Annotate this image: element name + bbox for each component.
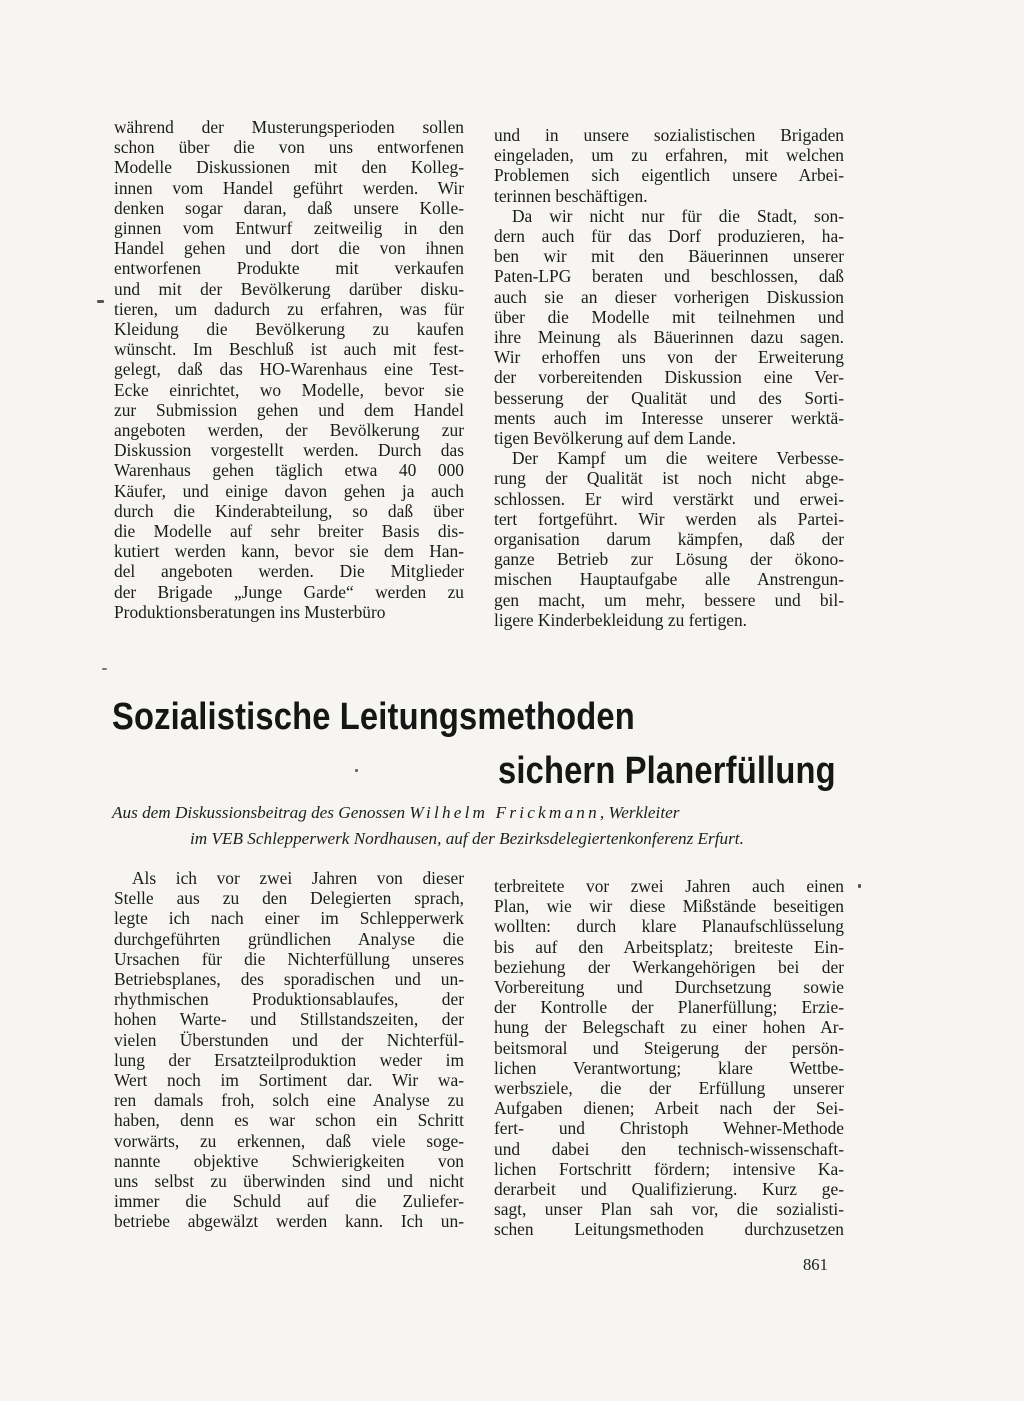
text-line: Kleidung die Bevölkerung zu kaufen bbox=[114, 319, 464, 340]
text-line: Produktionsberatungen ins Musterbüro bbox=[114, 601, 386, 622]
text-line: und dabei den technisch-wissenschaft- bbox=[494, 1138, 844, 1159]
text-line: rung der Qualität ist noch nicht abge- bbox=[494, 468, 844, 489]
bottom-right-text-column bbox=[494, 876, 844, 1240]
text-line: die Modelle auf sehr breiter Basis dis- bbox=[114, 521, 464, 542]
text-line: eingeladen, um zu erfahren, mit welchen bbox=[494, 145, 844, 166]
text-line: mischen Hauptaufgabe alle Anstrengun- bbox=[494, 569, 844, 590]
text-line: entworfenen Produkte mit verkaufen bbox=[114, 258, 464, 279]
text-line: Paten-LPG beraten und beschlossen, daß bbox=[494, 266, 844, 287]
text-line: Wert noch im Sortiment dar. Wir wa- bbox=[114, 1070, 464, 1091]
text-line: beziehung der Werkangehörigen bei der bbox=[494, 956, 844, 977]
text-line: durchgeführten gründlichen Analyse die bbox=[114, 928, 464, 949]
text-line: Plan, wie wir diese Mißstände beseitigen bbox=[494, 896, 844, 917]
text-line: Da wir nicht nur für die Stadt, son- bbox=[512, 205, 844, 226]
bottom-left-text-column bbox=[114, 868, 464, 1232]
text-line: zur Submission gehen und dem Handel bbox=[114, 399, 464, 420]
article-byline-line-2: im VEB Schlepperwerk Nordhausen, auf der Bezirksdelegiertenkonferenz Erfurt. bbox=[190, 829, 744, 848]
text-line: ren damals froh, solch eine Analyse zu bbox=[114, 1090, 464, 1111]
text-line: hohen Warte- und Stillstandszeiten, der bbox=[114, 1009, 464, 1030]
top-left-text-column bbox=[114, 117, 464, 622]
text-line: tieren, um dadurch zu erfahren, was für bbox=[114, 298, 464, 319]
text-line: gen macht, um mehr, bessere und bil- bbox=[494, 589, 844, 610]
text-line: bis auf den Arbeitsplatz; breiteste Ein- bbox=[494, 936, 844, 957]
text-line: und in unsere sozialistischen Brigaden bbox=[494, 125, 844, 145]
text-line: ments auch im Interesse unserer werktä- bbox=[494, 407, 844, 428]
top-right-text-column bbox=[494, 125, 844, 630]
text-line: ben wir mit den Bäuerinnen unserer bbox=[494, 246, 844, 267]
text-line: angeboten werden, der Bevölkerung zur bbox=[114, 420, 464, 441]
text-line: Vorbereitung und Durchsetzung sowie bbox=[494, 977, 844, 998]
text-line: fert- und Christoph Wehner-Methode bbox=[494, 1118, 844, 1139]
text-line: Der Kampf um die weitere Verbesse- bbox=[512, 448, 844, 469]
text-line: gelegt, daß das HO-Warenhaus eine Test- bbox=[114, 359, 464, 380]
text-line: derarbeit und Qualifizierung. Kurz ge- bbox=[494, 1179, 844, 1200]
text-line: ihre Meinung als Bäuerinnen dazu sagen. bbox=[494, 327, 844, 348]
text-line: vielen Überstunden und der Nichterfül- bbox=[114, 1029, 464, 1050]
text-line: während der Musterungsperioden sollen bbox=[114, 117, 464, 137]
text-line: hung der Belegschaft zu einer hohen Ar- bbox=[494, 1017, 844, 1038]
text-line: Warenhaus gehen täglich etwa 40 000 bbox=[114, 460, 464, 481]
text-line: Stelle aus zu den Delegierten sprach, bbox=[114, 888, 464, 909]
text-line: der vorbereitenden Diskussion eine Ver- bbox=[494, 367, 844, 388]
text-line: Handel gehen und dort die von ihnen bbox=[114, 238, 464, 259]
text-line: der Brigade „Junge Garde“ werden zu bbox=[114, 581, 464, 602]
text-line: lichen Fortschritt fördern; intensive Ka- bbox=[494, 1158, 844, 1179]
article-byline-line-1 bbox=[112, 802, 679, 824]
text-line: Als ich vor zwei Jahren von dieser bbox=[132, 868, 464, 888]
byline-prefix: Aus dem Diskussionsbeitrag des Genossen bbox=[112, 803, 410, 822]
text-line: durch die Kinderabteilung, so daß über bbox=[114, 500, 464, 521]
text-line: betriebe abgewälzt werden kann. Ich un- bbox=[114, 1211, 464, 1232]
text-line: Modelle Diskussionen mit den Kolleg- bbox=[114, 157, 464, 178]
text-line: schon über die von uns entworfenen bbox=[114, 137, 464, 158]
text-line: Wir erhoffen uns von der Erweiterung bbox=[494, 347, 844, 368]
text-line: legte ich nach einer im Schlepperwerk bbox=[114, 908, 464, 929]
text-line: über die Modelle mit teilnehmen und bbox=[494, 306, 844, 327]
text-line: immer die Schuld auf die Zuliefer- bbox=[114, 1191, 464, 1212]
article-headline-line-1: Sozialistische Leitungsmethoden bbox=[112, 696, 635, 738]
text-line: und mit der Bevölkerung darüber disku- bbox=[114, 278, 464, 299]
text-line: Ursachen für die Nichterfüllung unseres bbox=[114, 948, 464, 969]
text-line: ligere Kinderbekleidung zu fertigen. bbox=[494, 609, 748, 630]
text-line: Problemen sich eigentlich unsere Arbei- bbox=[494, 165, 844, 186]
text-line: beitsmoral und Steigerung der persön- bbox=[494, 1037, 844, 1058]
text-line: uns selbst zu überwinden sind und nicht bbox=[114, 1171, 464, 1192]
text-line: organisation darum kämpfen, daß der bbox=[494, 529, 844, 550]
text-line: Aufgaben dienen; Arbeit nach der Sei- bbox=[494, 1098, 844, 1119]
text-line: tert fortgeführt. Wir werden als Partei- bbox=[494, 508, 844, 529]
text-line: terinnen beschäftigen. bbox=[494, 185, 648, 206]
byline-author: Wilhelm Frickmann bbox=[409, 803, 600, 822]
scan-speck bbox=[858, 884, 861, 888]
text-line: wünscht. Im Beschluß ist auch mit fest- bbox=[114, 339, 464, 360]
text-line: der Kontrolle der Planerfüllung; Erzie- bbox=[494, 997, 844, 1018]
text-line: lichen Verantwortung; klare Wettbe- bbox=[494, 1057, 844, 1078]
text-line: ganze Betrieb zur Lösung der ökono- bbox=[494, 549, 844, 570]
text-line: del angeboten werden. Die Mitglieder bbox=[114, 561, 464, 582]
text-line: Käufer, und einige davon gehen ja auch bbox=[114, 480, 464, 501]
text-line: tigen Bevölkerung auf dem Lande. bbox=[494, 428, 736, 449]
text-line: dern auch für das Dorf produzieren, ha- bbox=[494, 226, 844, 247]
text-line: Ecke einrichtet, wo Modelle, bevor sie bbox=[114, 379, 464, 400]
text-line: rhythmischen Produktionsablaufes, der bbox=[114, 989, 464, 1010]
text-line: terbreitete vor zwei Jahren auch einen bbox=[494, 876, 844, 896]
text-line: werbsziele, die der Erfüllung unserer bbox=[494, 1078, 844, 1099]
text-line: vorwärts, zu erkennen, daß viele soge- bbox=[114, 1130, 464, 1151]
page-number: 861 bbox=[803, 1255, 828, 1274]
text-line: haben, denn es war schon ein Schritt bbox=[114, 1110, 464, 1131]
text-line: schlossen. Er wird verstärkt und erwei- bbox=[494, 488, 844, 509]
scan-speck bbox=[102, 668, 107, 670]
scan-speck bbox=[97, 300, 104, 303]
text-line: wollten: durch klare Planaufschlüsselung bbox=[494, 916, 844, 937]
text-line: ginnen vom Entwurf zeitweilig in den bbox=[114, 218, 464, 239]
text-line: kutiert werden kann, bevor sie dem Han- bbox=[114, 541, 464, 562]
text-line: nannte objektive Schwierigkeiten von bbox=[114, 1150, 464, 1171]
text-line: innen vom Handel geführt werden. Wir bbox=[114, 177, 464, 198]
byline-suffix: , Werkleiter bbox=[599, 803, 680, 822]
text-line: schen Leitungsmethoden durchzusetzen bbox=[494, 1219, 844, 1240]
text-line: Betriebsplanes, des sporadischen und un- bbox=[114, 969, 464, 990]
article-headline-line-2: sichern Planerfüllung bbox=[498, 750, 836, 792]
scan-speck bbox=[355, 769, 358, 772]
text-line: Diskussion vorgestellt werden. Durch das bbox=[114, 440, 464, 461]
text-line: lung der Ersatzteilproduktion weder im bbox=[114, 1049, 464, 1070]
text-line: sagt, unser Plan sah vor, die sozialisti- bbox=[494, 1199, 844, 1220]
text-line: denken sogar daran, daß unsere Kolle- bbox=[114, 197, 464, 218]
text-line: auch sie an dieser vorherigen Diskussion bbox=[494, 286, 844, 307]
text-line: besserung der Qualität und des Sorti- bbox=[494, 387, 844, 408]
